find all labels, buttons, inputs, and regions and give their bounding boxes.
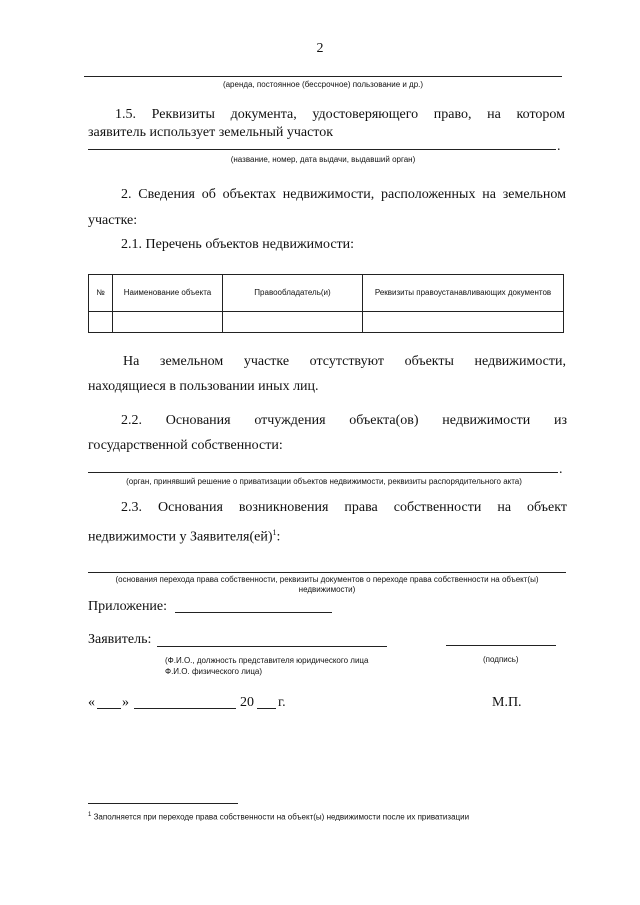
section-2-3-line1: 2.3. Основания возникновения права собственности на объект <box>121 500 567 515</box>
section-2-line2: участке: <box>88 213 138 228</box>
section-2-3-line2 <box>88 524 280 547</box>
real-estate-objects-table <box>88 274 564 333</box>
col-owner-header: Правообладатель(и) <box>223 275 363 312</box>
col-object-name-header: Наименование объекта <box>113 275 223 312</box>
document-details-dot: . <box>557 139 561 154</box>
section-2-3-line2-text: недвижимости у Заявителя(ей) <box>88 529 273 545</box>
section-1-5-line1: 1.5. Реквизиты документа, удостоверяющего право, на котором <box>115 107 565 122</box>
signature-field[interactable] <box>446 645 556 646</box>
signature-note: (подпись) <box>483 655 519 664</box>
date-day-field[interactable] <box>97 708 121 709</box>
table-header-row <box>89 275 564 312</box>
cell-documents[interactable] <box>363 312 564 333</box>
section-1-5-line2: заявитель использует земельный участок <box>88 125 334 140</box>
section-2-2-line2: государственной собственности: <box>88 438 283 453</box>
privatization-organ-dot: . <box>559 462 563 477</box>
footnote-separator <box>88 803 238 804</box>
footnote-mark: 1 <box>88 812 92 818</box>
ownership-basis-note: (основания перехода права собственности, реквизиты документов о переходе права собственности на объект(ы) недвижимости) <box>115 575 539 594</box>
table-row <box>89 312 564 333</box>
section-2-line1: 2. Сведения об объектах недвижимости, расположенных на земельном <box>121 187 566 202</box>
date-open-quote: « <box>88 695 95 710</box>
applicant-name-field[interactable] <box>157 646 387 647</box>
page-number: 2 <box>316 41 324 56</box>
cell-owner[interactable] <box>223 312 363 333</box>
applicant-fio-note-1: (Ф.И.О., должность представителя юридического лица <box>165 656 369 665</box>
date-month-field[interactable] <box>134 708 236 709</box>
section-2-3-colon: : <box>276 529 281 545</box>
col-documents-header: Реквизиты правоустанавливающих документов <box>363 275 564 312</box>
privatization-organ-note: (орган, принявший решение о приватизации объектов недвижимости, реквизиты распорядительного акта) <box>126 477 522 486</box>
date-year-field[interactable] <box>257 708 276 709</box>
no-objects-line2: находящиеся в пользовании иных лиц. <box>88 379 319 394</box>
footnote-ref: 1 <box>272 528 277 537</box>
applicant-fio-note-2: Ф.И.О. физического лица) <box>165 667 263 676</box>
footnote-text: Заполняется при переходе права собственности на объект(ы) недвижимости после их приватизации <box>93 812 470 822</box>
privatization-organ-line <box>88 472 558 473</box>
attachment-label: Приложение: <box>88 599 168 614</box>
ownership-basis-line <box>88 572 566 573</box>
rent-type-line <box>84 76 562 77</box>
document-details-note: (название, номер, дата выдачи, выдавший орган) <box>230 155 416 164</box>
section-2-2-line1: 2.2. Основания отчуждения объекта(ов) недвижимости из <box>121 413 567 428</box>
attachment-field[interactable] <box>175 612 332 613</box>
applicant-label: Заявитель: <box>88 632 152 647</box>
rent-type-note: (аренда, постоянное (бессрочное) пользование и др.) <box>222 80 424 89</box>
no-objects-line1: На земельном участке отсутствуют объекты недвижимости, <box>123 354 566 369</box>
date-close-quote: » <box>122 695 129 710</box>
date-year-prefix: 20 <box>240 695 254 710</box>
document-details-line <box>88 149 556 150</box>
date-year-suffix: г. <box>278 695 286 710</box>
cell-number[interactable] <box>89 312 113 333</box>
stamp-place: М.П. <box>492 695 522 710</box>
footnote <box>88 810 469 823</box>
section-2-1-heading: 2.1. Перечень объектов недвижимости: <box>121 237 355 252</box>
col-number-header: № <box>89 275 113 312</box>
cell-object-name[interactable] <box>113 312 223 333</box>
